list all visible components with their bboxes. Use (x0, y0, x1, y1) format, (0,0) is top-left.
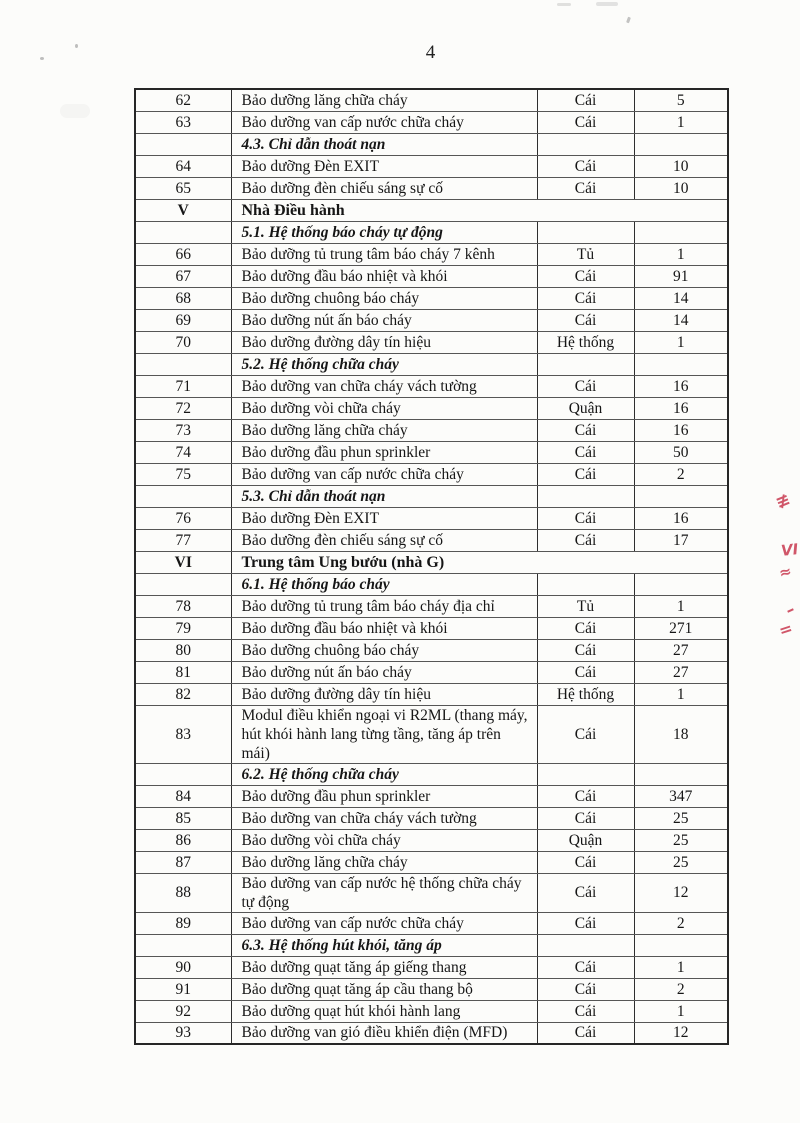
description-cell: Bảo dưỡng tủ trung tâm báo cháy 7 kênh (231, 243, 537, 265)
quantity-cell: 1 (634, 331, 728, 353)
unit-cell (537, 485, 634, 507)
unit-cell: Tủ (537, 243, 634, 265)
quantity-cell: 12 (634, 1022, 728, 1044)
row-number-cell: 64 (135, 155, 231, 177)
description-cell: Bảo dưỡng đèn chiếu sáng sự cố (231, 529, 537, 551)
red-pen-dash: – (782, 599, 798, 620)
unit-cell: Tủ (537, 595, 634, 617)
quantity-cell: 1 (634, 956, 728, 978)
table-row (135, 155, 728, 177)
quantity-cell: 17 (634, 529, 728, 551)
table-row (135, 375, 728, 397)
quantity-cell: 2 (634, 912, 728, 934)
quantity-cell (634, 353, 728, 375)
description-cell: Bảo dưỡng van cấp nước chữa cháy (231, 912, 537, 934)
description-cell: Bảo dưỡng van chữa cháy vách tường (231, 807, 537, 829)
table-row (135, 111, 728, 133)
unit-cell: Cái (537, 851, 634, 873)
quantity-cell: 16 (634, 397, 728, 419)
quantity-cell: 12 (634, 873, 728, 912)
table-row (135, 463, 728, 485)
unit-cell: Cái (537, 463, 634, 485)
description-cell: 6.1. Hệ thống báo cháy (231, 573, 537, 595)
description-cell: Bảo dưỡng lăng chữa cháy (231, 419, 537, 441)
table-row (135, 1000, 728, 1022)
description-cell: 6.2. Hệ thống chữa cháy (231, 763, 537, 785)
row-number-cell: 65 (135, 177, 231, 199)
scan-speck (596, 2, 618, 6)
quantity-cell (634, 573, 728, 595)
unit-cell: Cái (537, 705, 634, 763)
description-cell: Bảo dưỡng lăng chữa cháy (231, 89, 537, 111)
row-number-cell: 91 (135, 978, 231, 1000)
maintenance-table-body (135, 89, 728, 1044)
description-cell: Bảo dưỡng nút ấn báo cháy (231, 661, 537, 683)
row-number-cell: 62 (135, 89, 231, 111)
quantity-cell: 25 (634, 829, 728, 851)
quantity-cell: 1 (634, 683, 728, 705)
page-number: 4 (425, 42, 436, 63)
description-cell: Bảo dưỡng vòi chữa cháy (231, 829, 537, 851)
unit-cell (537, 133, 634, 155)
unit-cell: Hệ thống (537, 331, 634, 353)
red-pen-note: VI (780, 540, 800, 560)
table-row (135, 243, 728, 265)
description-cell: Bảo dưỡng nút ấn báo cháy (231, 309, 537, 331)
row-number-cell: 67 (135, 265, 231, 287)
quantity-cell: 14 (634, 287, 728, 309)
unit-cell (537, 221, 634, 243)
section-header-row (135, 485, 728, 507)
unit-cell (537, 353, 634, 375)
unit-cell: Cái (537, 441, 634, 463)
unit-cell: Cái (537, 978, 634, 1000)
quantity-cell: 5 (634, 89, 728, 111)
unit-cell: Cái (537, 111, 634, 133)
description-cell: Bảo dưỡng quạt hút khói hành lang (231, 1000, 537, 1022)
unit-cell: Cái (537, 807, 634, 829)
building-group-row (135, 199, 728, 221)
description-cell: 5.2. Hệ thống chữa cháy (231, 353, 537, 375)
scan-speck (626, 17, 631, 24)
section-header-row (135, 934, 728, 956)
section-header-row (135, 221, 728, 243)
description-cell: 5.1. Hệ thống báo cháy tự động (231, 221, 537, 243)
row-number-cell (135, 934, 231, 956)
row-number-cell (135, 763, 231, 785)
section-header-row (135, 353, 728, 375)
unit-cell: Cái (537, 507, 634, 529)
row-number-cell (135, 133, 231, 155)
row-number-cell (135, 485, 231, 507)
description-cell: Bảo dưỡng vòi chữa cháy (231, 397, 537, 419)
row-number-cell: 77 (135, 529, 231, 551)
quantity-cell: 16 (634, 419, 728, 441)
description-cell: Bảo dưỡng đường dây tín hiệu (231, 331, 537, 353)
quantity-cell: 1 (634, 111, 728, 133)
table-row (135, 265, 728, 287)
quantity-cell (634, 485, 728, 507)
row-number-cell: 74 (135, 441, 231, 463)
unit-cell: Cái (537, 89, 634, 111)
table-row (135, 595, 728, 617)
table-row (135, 639, 728, 661)
quantity-cell: 25 (634, 807, 728, 829)
row-number-cell: 79 (135, 617, 231, 639)
description-cell: 6.3. Hệ thống hút khói, tăng áp (231, 934, 537, 956)
description-cell: 5.3. Chỉ dẫn thoát nạn (231, 485, 537, 507)
description-cell: Bảo dưỡng đầu báo nhiệt và khói (231, 265, 537, 287)
table-row (135, 851, 728, 873)
row-number-cell: 69 (135, 309, 231, 331)
row-number-cell (135, 573, 231, 595)
row-number-cell: 85 (135, 807, 231, 829)
table-row (135, 807, 728, 829)
quantity-cell: 91 (634, 265, 728, 287)
unit-cell: Cái (537, 265, 634, 287)
table-row (135, 419, 728, 441)
description-cell: Bảo dưỡng đầu phun sprinkler (231, 785, 537, 807)
unit-cell: Cái (537, 177, 634, 199)
quantity-cell: 18 (634, 705, 728, 763)
description-cell: Bảo dưỡng Đèn EXIT (231, 155, 537, 177)
unit-cell: Cái (537, 661, 634, 683)
table-row (135, 705, 728, 763)
quantity-cell (634, 934, 728, 956)
unit-cell: Cái (537, 785, 634, 807)
table-row (135, 683, 728, 705)
red-pen-scribble: = (776, 618, 795, 641)
row-number-cell: 87 (135, 851, 231, 873)
table-row (135, 978, 728, 1000)
description-cell: Bảo dưỡng tủ trung tâm báo cháy địa chỉ (231, 595, 537, 617)
unit-cell: Cái (537, 873, 634, 912)
section-header-row (135, 573, 728, 595)
description-cell: Bảo dưỡng van chữa cháy vách tường (231, 375, 537, 397)
quantity-cell: 10 (634, 177, 728, 199)
unit-cell: Cái (537, 419, 634, 441)
table-row (135, 331, 728, 353)
row-number-cell: 93 (135, 1022, 231, 1044)
unit-cell: Quận (537, 829, 634, 851)
quantity-cell: 1 (634, 1000, 728, 1022)
table-row (135, 177, 728, 199)
unit-cell (537, 763, 634, 785)
row-number-cell: 72 (135, 397, 231, 419)
quantity-cell: 2 (634, 978, 728, 1000)
table-row (135, 956, 728, 978)
unit-cell: Cái (537, 956, 634, 978)
unit-cell: Quận (537, 397, 634, 419)
quantity-cell: 10 (634, 155, 728, 177)
description-cell: Bảo dưỡng quạt tăng áp cầu thang bộ (231, 978, 537, 1000)
unit-cell: Cái (537, 617, 634, 639)
table-row (135, 441, 728, 463)
description-cell: Trung tâm Ung bướu (nhà G) (231, 551, 728, 573)
table-row (135, 287, 728, 309)
row-number-cell: 75 (135, 463, 231, 485)
description-cell: Bảo dưỡng đầu phun sprinkler (231, 441, 537, 463)
table-row (135, 397, 728, 419)
description-cell: Bảo dưỡng chuông báo cháy (231, 287, 537, 309)
table-row (135, 617, 728, 639)
quantity-cell: 1 (634, 595, 728, 617)
scan-smudge (60, 104, 90, 118)
unit-cell: Cái (537, 639, 634, 661)
table-row (135, 873, 728, 912)
unit-cell: Hệ thống (537, 683, 634, 705)
row-number-cell: 63 (135, 111, 231, 133)
row-number-cell: V (135, 199, 231, 221)
description-cell: Bảo dưỡng đường dây tín hiệu (231, 683, 537, 705)
row-number-cell: 89 (135, 912, 231, 934)
row-number-cell (135, 353, 231, 375)
row-number-cell: 82 (135, 683, 231, 705)
table-row (135, 529, 728, 551)
row-number-cell: 83 (135, 705, 231, 763)
row-number-cell: 78 (135, 595, 231, 617)
red-pen-scribble: ≈ (777, 561, 794, 583)
table-row (135, 829, 728, 851)
quantity-cell (634, 221, 728, 243)
description-cell: Bảo dưỡng van cấp nước chữa cháy (231, 463, 537, 485)
row-number-cell: 92 (135, 1000, 231, 1022)
table-row (135, 507, 728, 529)
unit-cell: Cái (537, 912, 634, 934)
unit-cell: Cái (537, 529, 634, 551)
quantity-cell: 27 (634, 639, 728, 661)
description-cell: Modul điều khiển ngoại vi R2ML (thang máy, hút khói hành lang từng tầng, tăng áp trên mái) (231, 705, 537, 763)
maintenance-items-table (134, 88, 729, 1045)
row-number-cell (135, 221, 231, 243)
quantity-cell: 347 (634, 785, 728, 807)
table-row (135, 661, 728, 683)
quantity-cell: 271 (634, 617, 728, 639)
quantity-cell: 1 (634, 243, 728, 265)
row-number-cell: 80 (135, 639, 231, 661)
quantity-cell (634, 763, 728, 785)
unit-cell: Cái (537, 375, 634, 397)
quantity-cell (634, 133, 728, 155)
row-number-cell: 90 (135, 956, 231, 978)
unit-cell: Cái (537, 1022, 634, 1044)
quantity-cell: 2 (634, 463, 728, 485)
quantity-cell: 14 (634, 309, 728, 331)
row-number-cell: 71 (135, 375, 231, 397)
row-number-cell: 84 (135, 785, 231, 807)
quantity-cell: 16 (634, 375, 728, 397)
section-header-row (135, 133, 728, 155)
description-cell: Bảo dưỡng đèn chiếu sáng sự cố (231, 177, 537, 199)
description-cell: Bảo dưỡng đầu báo nhiệt và khói (231, 617, 537, 639)
section-header-row (135, 763, 728, 785)
building-group-row (135, 551, 728, 573)
description-cell: Bảo dưỡng lăng chữa cháy (231, 851, 537, 873)
row-number-cell: VI (135, 551, 231, 573)
red-pen-scribble: ≢ (772, 490, 792, 514)
table-row (135, 309, 728, 331)
row-number-cell: 66 (135, 243, 231, 265)
unit-cell (537, 934, 634, 956)
unit-cell: Cái (537, 287, 634, 309)
row-number-cell: 88 (135, 873, 231, 912)
row-number-cell: 70 (135, 331, 231, 353)
unit-cell: Cái (537, 155, 634, 177)
table-row (135, 89, 728, 111)
row-number-cell: 73 (135, 419, 231, 441)
unit-cell (537, 573, 634, 595)
scan-speck (40, 57, 44, 60)
description-cell: 4.3. Chỉ dẫn thoát nạn (231, 133, 537, 155)
table-row (135, 785, 728, 807)
description-cell: Bảo dưỡng Đèn EXIT (231, 507, 537, 529)
quantity-cell: 16 (634, 507, 728, 529)
row-number-cell: 81 (135, 661, 231, 683)
scan-speck (557, 3, 571, 6)
quantity-cell: 25 (634, 851, 728, 873)
quantity-cell: 50 (634, 441, 728, 463)
table-row (135, 912, 728, 934)
description-cell: Bảo dưỡng van gió điều khiển điện (MFD) (231, 1022, 537, 1044)
description-cell: Bảo dưỡng quạt tăng áp giếng thang (231, 956, 537, 978)
row-number-cell: 76 (135, 507, 231, 529)
description-cell: Nhà Điều hành (231, 199, 728, 221)
unit-cell: Cái (537, 1000, 634, 1022)
table-row (135, 1022, 728, 1044)
unit-cell: Cái (537, 309, 634, 331)
description-cell: Bảo dưỡng van cấp nước hệ thống chữa cháy tự động (231, 873, 537, 912)
description-cell: Bảo dưỡng van cấp nước chữa cháy (231, 111, 537, 133)
quantity-cell: 27 (634, 661, 728, 683)
row-number-cell: 86 (135, 829, 231, 851)
description-cell: Bảo dưỡng chuông báo cháy (231, 639, 537, 661)
scan-speck (75, 44, 78, 48)
row-number-cell: 68 (135, 287, 231, 309)
